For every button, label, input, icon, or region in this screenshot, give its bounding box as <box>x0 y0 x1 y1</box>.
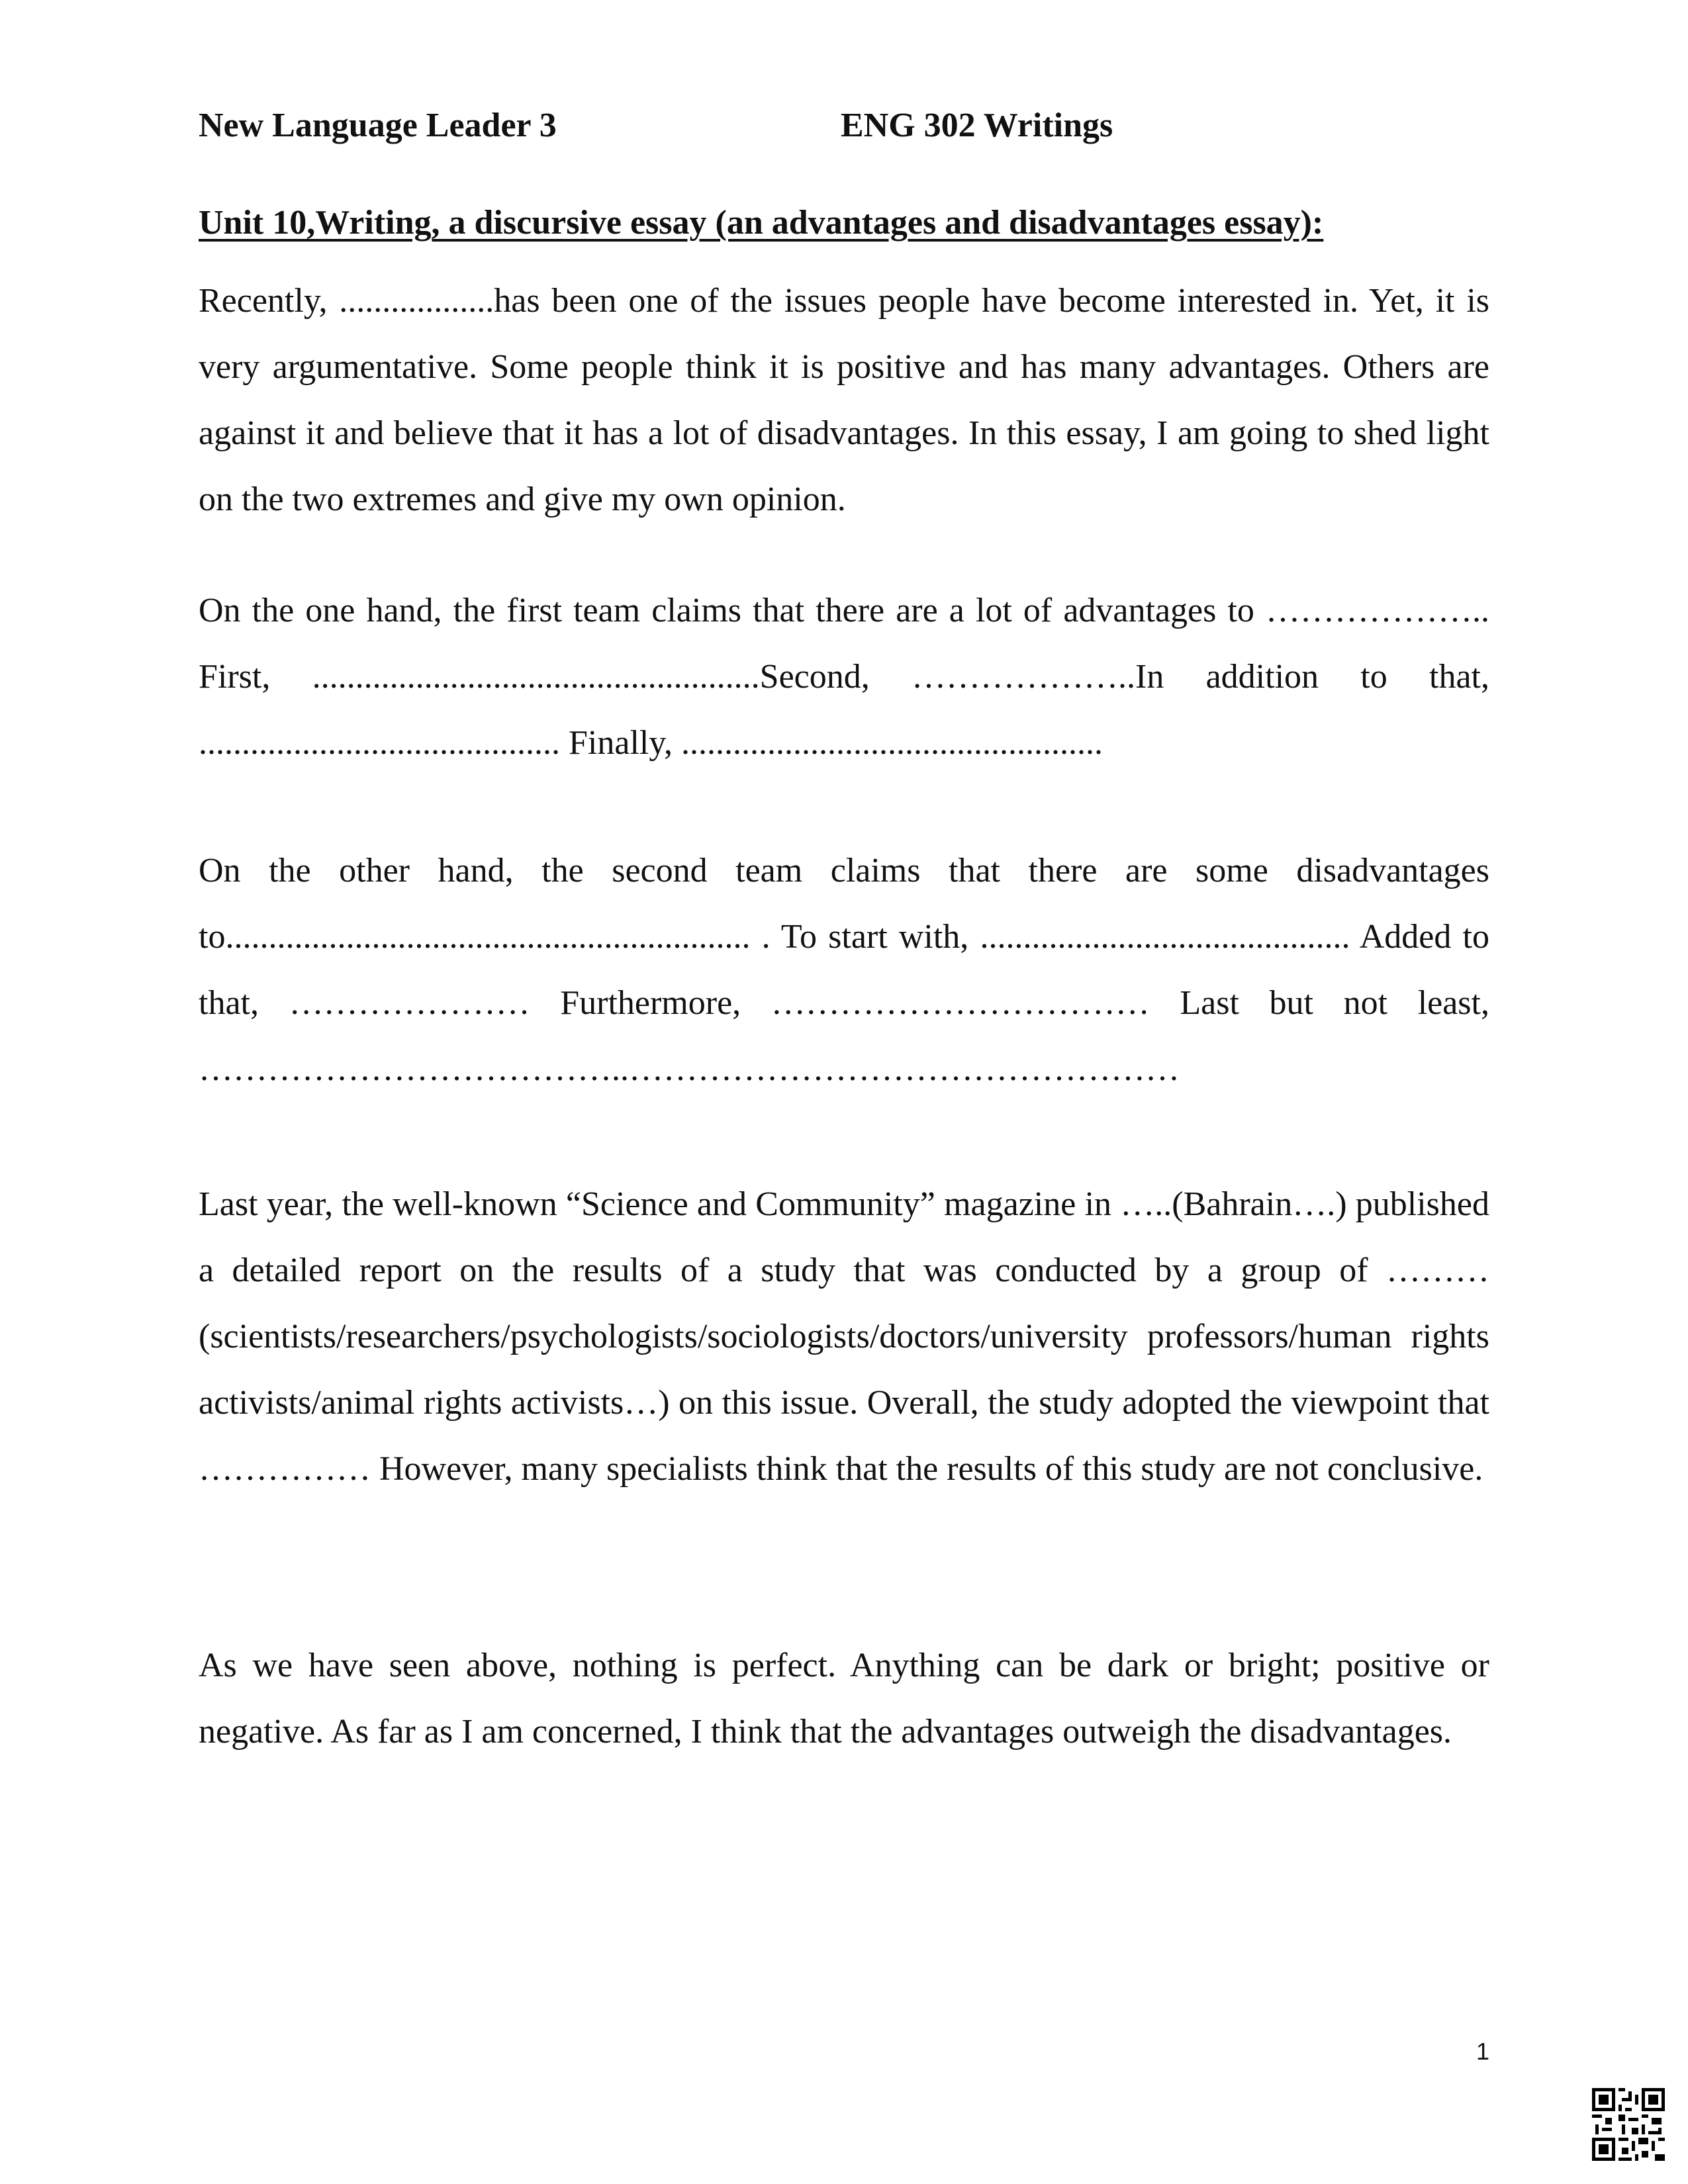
book-title: New Language Leader 3 <box>199 107 557 144</box>
disadvantages-paragraph: On the other hand, the second team claims that there are some disadvantages to............................................................. . To start with, ........................................... Added to that, ………………… Furthermore, …………………………… Last but not least, ………………………………..………………………………………… <box>199 852 1489 1088</box>
study-paragraph: Last year, the well-known “Science and Community” magazine in …..(Bahrain….) published a detailed report on the results of a study that was conducted by a group of ……… (scientists/researchers/psychologists/sociologists/doctors/university professors/human rights activists/animal rights activists…) on this issue. Overall, the study adopted the viewpoint that …………… However, many specialists think that the results of this study are not conclusive. <box>199 1185 1489 1488</box>
page-header <box>199 99 1489 152</box>
introduction-paragraph: Recently, ..................has been one of the issues people have become interested in. Yet, it is very argumentative. Some people think it is positive and has many advantages. Others are against it and believe that it has a lot of disadvantages. In this essay, I am going to shed light on the two extremes and give my own opinion. <box>199 282 1489 518</box>
qr-code-icon <box>1592 2088 1665 2161</box>
advantages-paragraph: On the one hand, the first team claims that there are a lot of advantages to ……………….. First, ....................................................Second, ………………..In addition to that, .......................................... Finally, ................................................. <box>199 592 1489 762</box>
unit-heading: Unit 10,Writing, a discursive essay (an advantages and disadvantages essay): <box>199 204 1324 242</box>
conclusion-paragraph: As we have seen above, nothing is perfect. Anything can be dark or bright; positive or negative. As far as I am concerned, I think that the advantages outweigh the disadvantages. <box>199 1647 1489 1751</box>
course-title: ENG 302 Writings <box>841 107 1113 144</box>
page-number: 1 <box>1476 2038 1489 2065</box>
